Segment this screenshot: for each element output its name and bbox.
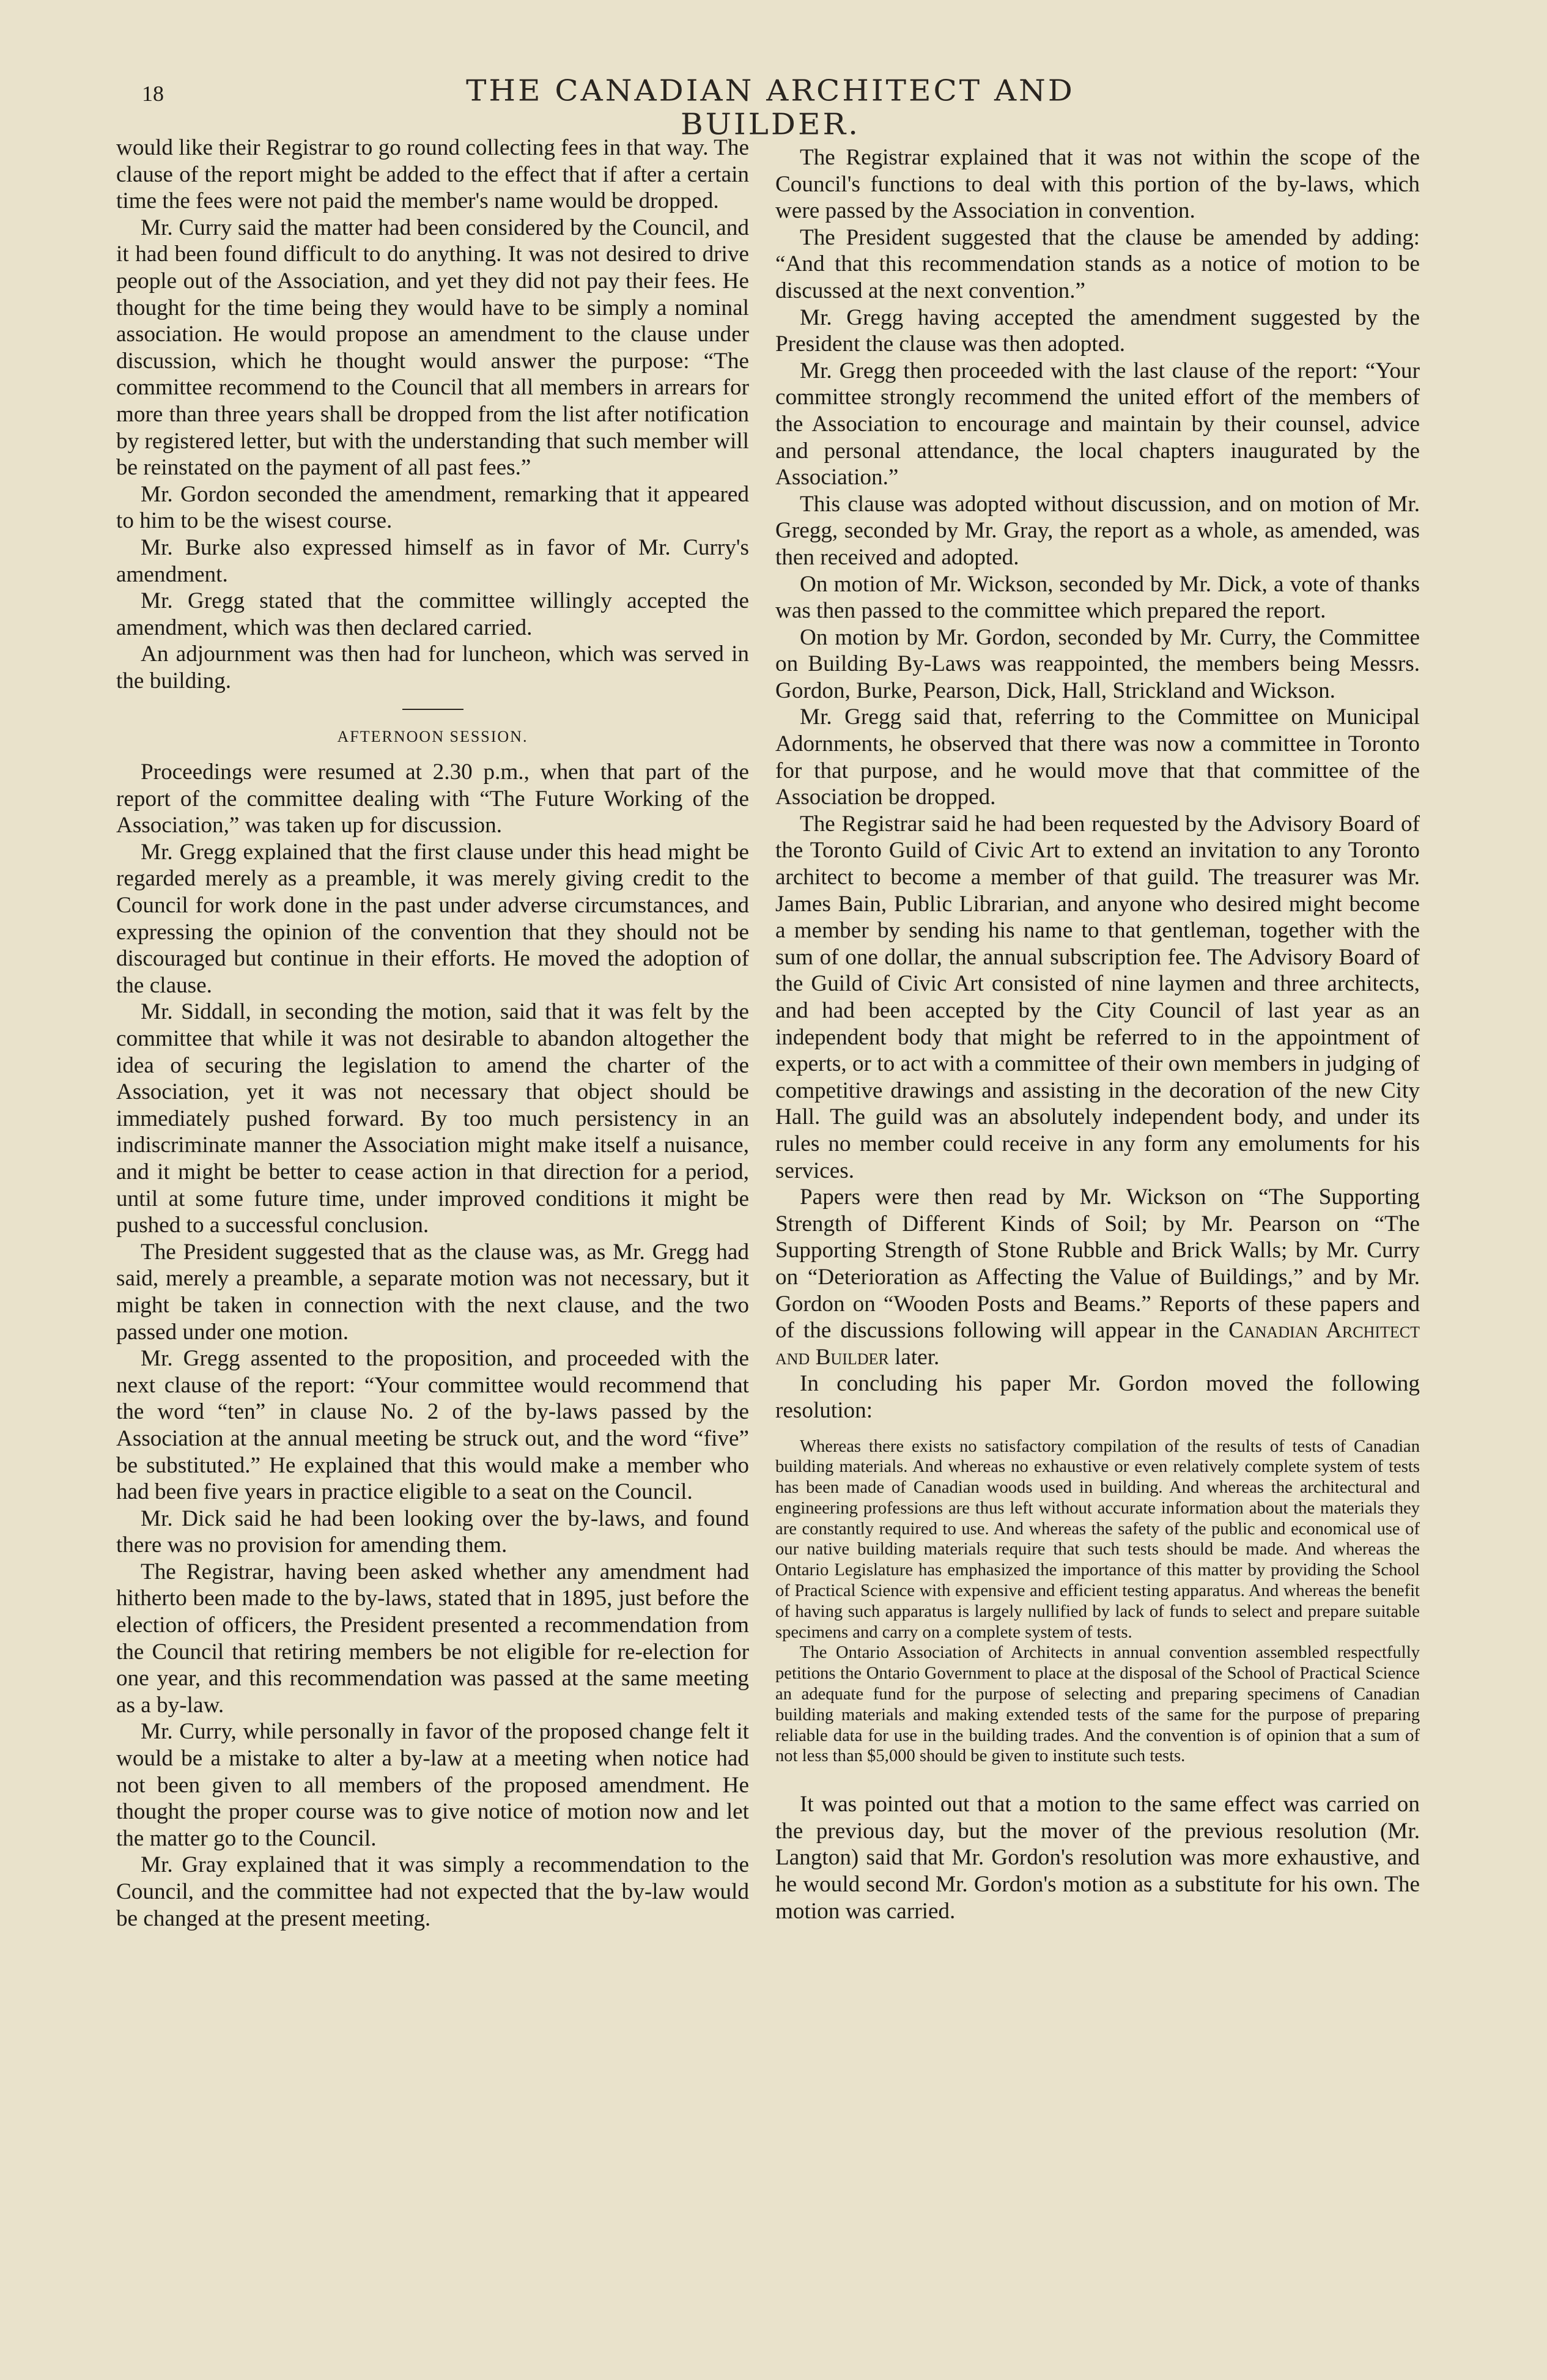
paragraph: Mr. Curry, while personally in favor of the proposed change felt it would be a mistake to alter a by-law at a meeting when notice had not been given to all members of the proposed amendment. He thought the proper course was to give notice of motion now and let the matter go to the Council. [116,1719,749,1851]
paragraph: Mr. Gray explained that it was simply a recommendation to the Council, and the committee had not expected that the by-law would be changed at the present meeting. [116,1852,749,1931]
left-column [116,135,749,1932]
paragraph: On motion by Mr. Gordon, seconded by Mr. Curry, the Committee on Building By-Laws was reappointed, the members being Messrs. Gordon, Burke, Pearson, Dick, Hall, Strickland and Wickson. [775,624,1420,703]
page-number: 18 [142,81,164,106]
resolution-block [775,1436,1420,1767]
paragraph: Mr. Burke also expressed himself as in favor of Mr. Curry's amendment. [116,534,749,587]
paragraph: Mr. Gregg stated that the committee willingly accepted the amendment, which was then declared carried. [116,588,749,640]
paragraph: On motion of Mr. Wickson, seconded by Mr. Dick, a vote of thanks was then passed to the committee which prepared the report. [775,571,1420,624]
papers-text: Papers were then read by Mr. Wickson on “The Supporting Strength of Different Kinds of Soil; by Mr. Pearson on “The Supporting Strength of Stone Rubble and Brick Walls; by Mr. Curry on “Deterioration as Affecting the Value of Buildings,” and by Mr. Gordon on “Wooden Posts and Beams.” Reports of these papers and of the discussions following will appear in the [775,1184,1420,1343]
paragraph: Mr. Gregg explained that the first clause under this head might be regarded merely as a preamble, it was merely giving credit to the Council for work done in the past under adverse circumstances, and expressing the opinion of the convention that they should not be discouraged but continue in their efforts. He moved the adoption of the clause. [116,839,749,998]
paragraph: Mr. Gregg assented to the proposition, and proceeded with the next clause of the report: “Your committee would recommend that the word “ten” in clause No. 2 of the by-laws passed by the Association at the annual meeting be struck out, and the word “five” be substituted.” He explained that this would make a member who had been five years in practice eligible to a seat on the Council. [116,1346,749,1505]
journal-name: Canadian Architect and Builder [775,1318,1420,1370]
paragraph: The President suggested that as the clause was, as Mr. Gregg had said, merely a preamble, a separate motion was not necessary, but it might be taken in connection with the next clause, and the two passed under one motion. [116,1239,749,1345]
resolution-paragraph: Whereas there exists no satisfactory compilation of the results of tests of Canadian building materials. And whereas no exhaustive or even relatively complete system of tests has been made of Canadian woods used in building. And whereas the architectural and engineering professions are thus left without accurate information about the materials they are constantly required to use. And whereas the safety of the public and economical use of our native building materials require that such tests should be made. And whereas the Ontario Legislature has emphasized the importance of this matter by providing the School of Practical Science with expensive and efficient testing apparatus. And whereas the benefit of having such apparatus is largely nullified by lack of funds to select and prepare suitable specimens and carry on a complete system of tests. [775,1436,1420,1642]
paragraph: The Registrar explained that it was not within the scope of the Council's functions to deal with this portion of the by-laws, which were passed by the Association in convention. [775,145,1420,224]
paragraph: Proceedings were resumed at 2.30 p.m., when that part of the report of the committee dealing with “The Future Working of the Association,” was taken up for discussion. [116,759,749,838]
paragraph: would like their Registrar to go round collecting fees in that way. The clause of the report might be added to the effect that if after a certain time the fees were not paid the member's name would be dropped. [116,135,749,214]
paragraph: An adjournment was then had for luncheon, which was served in the building. [116,641,749,693]
papers-paragraph [775,1184,1420,1370]
section-heading: AFTERNOON SESSION. [337,728,528,746]
paragraph: Mr. Dick said he had been looking over the by-laws, and found there was no provision for amending them. [116,1506,749,1558]
paragraph: Mr. Curry said the matter had been considered by the Council, and it had been found difficult to do anything. It was not desired to drive people out of the Association, and yet they did not pay their fees. He thought for the time being they would have to be simply a nominal association. He would propose an amendment to the clause under discussion, which he thought would answer the purpose: “The committee recommend to the Council that all members in arrears for more than three years shall be dropped from the list after notification by registered letter, but with the understanding that such member will be reinstated on the payment of all past fees.” [116,215,749,481]
paragraph: Mr. Siddall, in seconding the motion, said that it was felt by the committee that while it was not desirable to abandon altogether the idea of securing the legislation to amend the charter of the Association, yet it was not necessary that object should be immediately pushed forward. By too much persistency in an indiscriminate manner the Association might make itself a nuisance, and it might be better to cease action in that direction for a period, until at some future time, under improved conditions it might be pushed to a successful conclusion. [116,999,749,1238]
paragraph: The President suggested that the clause be amended by adding: “And that this recommendation stands as a notice of motion to be discussed at the next convention.” [775,224,1420,303]
paragraph: Mr. Gregg said that, referring to the Committee on Municipal Adornments, he observed that there was now a committee in Toronto for that purpose, and he would move that that committee of the Association be dropped. [775,704,1420,810]
paragraph: The Registrar, having been asked whether any amendment had hitherto been made to the by-laws, stated that in 1895, just before the election of officers, the President presented a recommendation from the Council that retiring members be not eligible for re-election for one year, and this recommendation was passed at the same meeting as a by-law. [116,1559,749,1718]
right-column [775,144,1420,1924]
paragraph: It was pointed out that a motion to the same effect was carried on the previous day, but the mover of the previous resolution (Mr. Langton) said that Mr. Gordon's resolution was more exhaustive, and he would second Mr. Gordon's motion as a substitute for his own. The motion was carried. [775,1792,1420,1924]
paragraph: The Registrar said he had been requested by the Advisory Board of the Toronto Guild of Civic Art to extend an invitation to any Toronto architect to become a member of that guild. The treasurer was Mr. James Bain, Public Librarian, and anyone who desired might become a member by sending his name to that gentleman, together with the sum of one dollar, the annual subscription fee. The Advisory Board of the Guild of Civic Art consisted of nine laymen and three architects, and had been accepted by the City Council of last year as an independent body that might be referred to in the appointment of experts, or to act with a committee of their own members in judging of competitive drawings and assisting in the decoration of the new City Hall. The guild was an absolutely independent body, and under its rules no member could receive in any form any emoluments for his services. [775,811,1420,1183]
running-title: THE CANADIAN ARCHITECT AND BUILDER. [466,73,1075,142]
section-divider [402,709,463,710]
paragraph: In concluding his paper Mr. Gordon moved the following resolution: [775,1371,1420,1423]
resolution-paragraph: The Ontario Association of Architects in annual convention assembled respectfully petitions the Ontario Government to place at the disposal of the School of Practical Science an adequate fund for the purpose of selecting and preparing specimens of Canadian building materials and making extended tests of the same for the purpose of preparing reliable data for use in the building trades. And the convention is of opinion that a sum of not less than $5,000 should be given to institute such tests. [775,1643,1420,1766]
paragraph: This clause was adopted without discussion, and on motion of Mr. Gregg, seconded by Mr. Gray, the report as a whole, as amended, was then received and adopted. [775,491,1420,570]
paragraph: Mr. Gordon seconded the amendment, remarking that it appeared to him to be the wisest course. [116,481,749,534]
paragraph: Mr. Gregg then proceeded with the last clause of the report: “Your committee strongly recommend the united effort of the members of the Association to encourage and maintain by their counsel, advice and personal attendance, the local chapters inaugurated by the Association.” [775,358,1420,490]
paragraph: Mr. Gregg having accepted the amendment suggested by the President the clause was then adopted. [775,305,1420,357]
papers-text-end: later. [888,1344,940,1370]
